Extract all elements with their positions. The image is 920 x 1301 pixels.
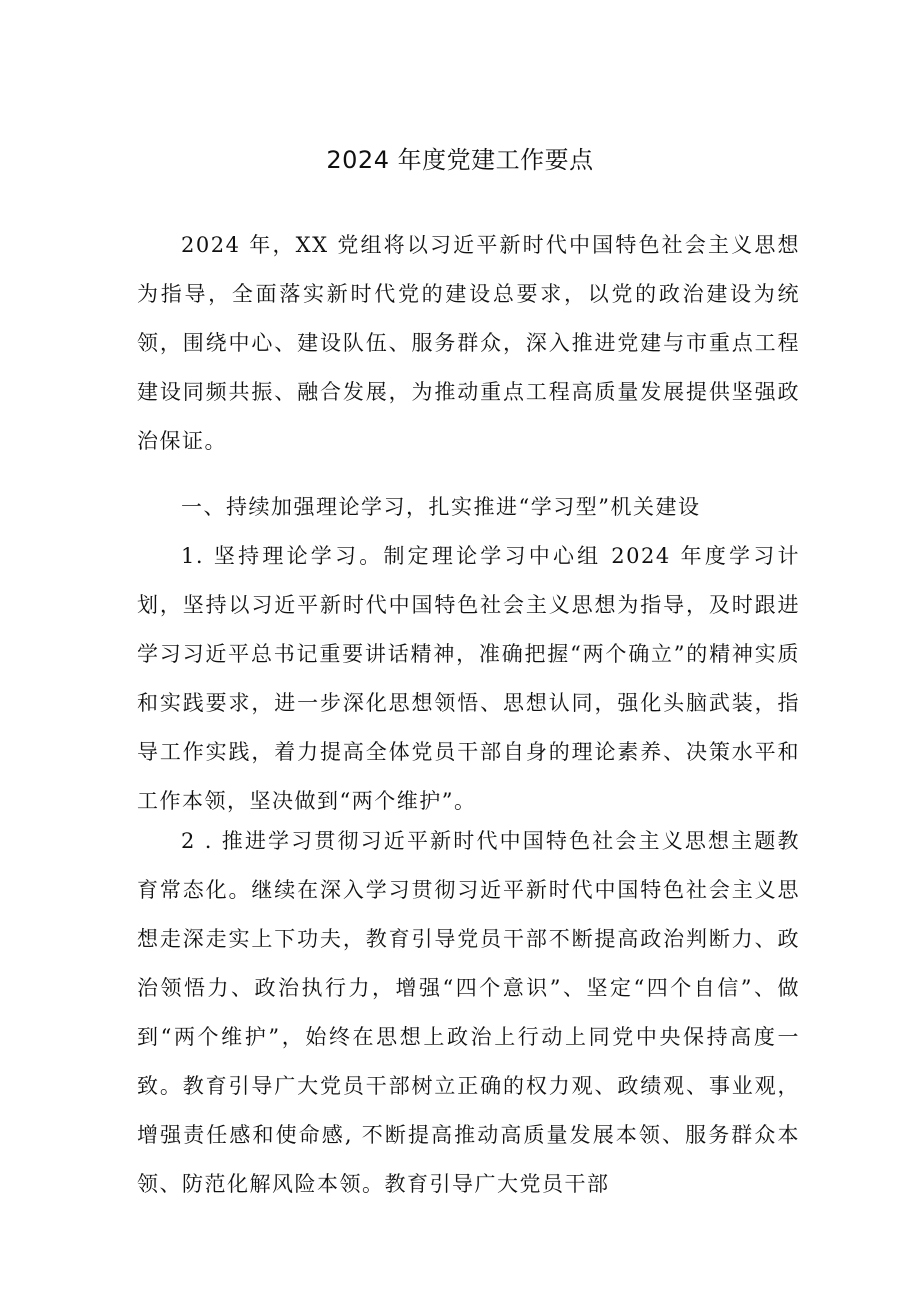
section-heading-1: 一、持续加强理论学习，扎实推进“学习型”机关建设 [181,495,701,519]
item-paragraph-1: 1. 坚持理论学习。制定理论学习中心组 2024 年度学习计划，坚持以习近平新时代中国特色社会主义思想为指导，及时跟进学习习近平总书记重要讲话精神，准确把握“两个确立”的精神实质和实践要求，进一步深化思想领悟、思想认同，强化头脑武装，指导工作实践，着力提高全体党员干部自身的理论素养、决策水平和工作本领，坚决做到“两个维护”。 [137,544,800,813]
intro-paragraph: 2024 年，XX 党组将以习近平新时代中国特色社会主义思想为指导，全面落实新时代党的建设总要求，以党的政治建设为统领，围绕中心、建设队伍、服务群众，深入推进党建与市重点工程建设同频共振、融合发展，为推动重点工程高质量发展提供坚强政治保证。 [137,233,800,453]
item-paragraph-2: 2 . 推进学习贯彻习近平新时代中国特色社会主义思想主题教育常态化。继续在深入学习贯彻习近平新时代中国特色社会主义思想走深走实上下功夫，教育引导党员干部不断提高政治判断力、政治领悟力、政治执行力，增强“四个意识”、坚定“四个自信”、做到“两个维护”，始终在思想上政治上行动上同党中央保持高度一致。教育引导广大党员干部树立正确的权力观、政绩观、事业观，增强责任感和使命感, 不断提高推动高质量发展本领、服务群众本领、防范化解风险本领。教育引导广大党员干部 [137,829,800,1196]
document-title: 2024 年度党建工作要点 [326,146,594,174]
